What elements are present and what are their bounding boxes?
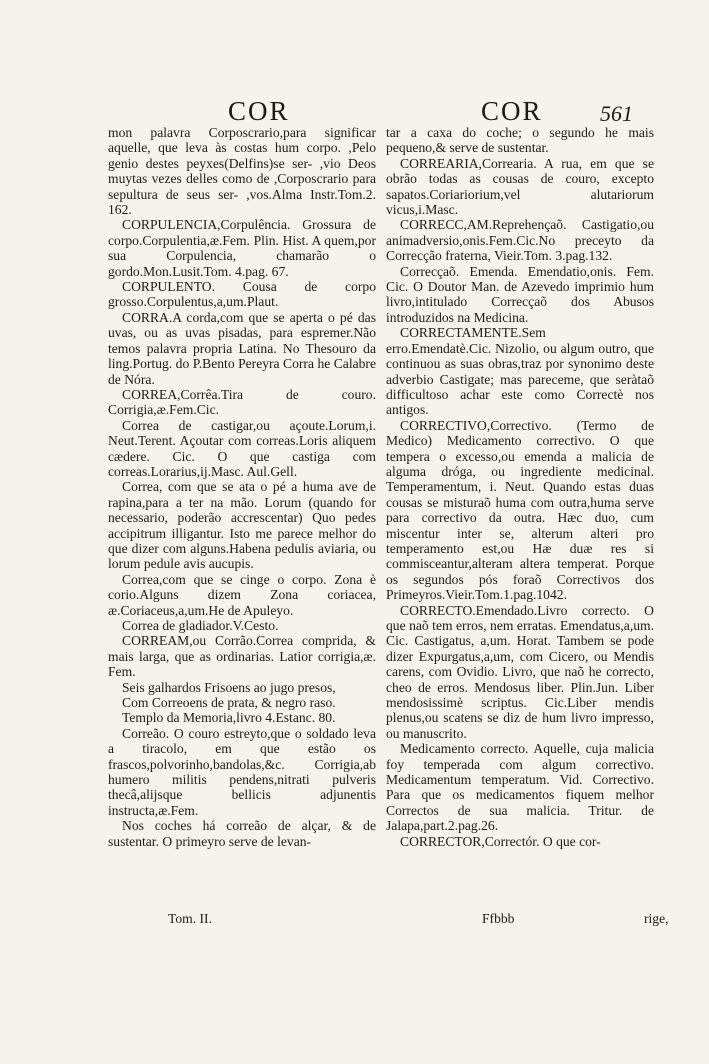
verse-line: Seis galhardos Frisoens ao jugo presos,: [122, 679, 336, 695]
volume-label: Tom. II.: [168, 911, 212, 926]
entry-paragraph: CORPULENCIA,Corpulência. Grossura de corpo.Corpulentia,æ.Fem. Plin. Hist. A quem,por sua Corpulencia, chamarão o gordo.Mon.Lusit.Tom. 4.pag. 67.: [108, 217, 376, 279]
entry-paragraph: Medicamento correcto. Aquelle, cuja malicia foy temperada com algum correctivo. Medicamentum temperatum. Vid. Correctivo. Para que os medicamentos fiquem melhor Correctos de sua malicia. Tritur. de Jalapa,part.2.pag.26.: [386, 741, 654, 834]
entry-paragraph: CORRECTIVO,Correctivo. (Termo de Medico) Medicamento correctivo. O que tempera o excesso,ou emenda a malicia de alguma dróga, ou ingrediente medicinal. Temperamentum, i. Neut. Quando estas duas cousas se misturaõ huma com outra,huma serve para correctivo da outra. Hæc duo, cum miscentur inter se, alterum alteri pro temperamento est,ou Hæ duæ res si commisceantur,alteram altera temperat. Porque os segundos pós foraõ Correctivos dos Primeyros.Vieir.Tom.1.pag.1042.: [386, 417, 654, 603]
entry-paragraph: CORREA,Corrêa.Tira de couro. Corrigia,æ.Fem.Cic.: [108, 386, 376, 418]
entry-paragraph: mon palavra Corposcrario,para significar aquelle, que leva às costas hum corpo. ,Pelo genio destes peyxes(Delfins)se ser- ,vio Deos muytas vezes delles como de ,Corposcrario para sepultura de seus ser- ,vos.Alma Instr.Tom.2. 162.: [108, 125, 376, 218]
entry-paragraph: Nos coches há correão de alçar, & de sustentar. O primeyro serve de levan-: [108, 818, 376, 849]
catchword: rige,: [644, 911, 669, 926]
entry-paragraph: Correa,com que se cinge o corpo. Zona è corio.Alguns dizem Zona coriacea, æ.Coriaceus,a,um.He de Apuleyo.: [108, 571, 376, 618]
entry-paragraph: CORRECTAMENTE.Sem erro.Emendatè.Cic. Nizolio, ou algum outro, que continuou as suas obras,traz por synonimo deste adverbio Castigate; mas pareceme, que seràtaõ difficultoso achar este como Correctè nos antigos.: [386, 325, 654, 418]
signature-mark: Ffbbb: [482, 911, 515, 926]
entry-paragraph: CORPULENTO. Cousa de corpo grosso.Corpulentus,a,um.Plaut.: [108, 279, 376, 310]
entry-paragraph: CORRECC,AM.Reprehençaõ. Castigatio,ou animadversio,onis.Fem.Cic.No preceyto da Correcção fraterna, Vieir.Tom. 3.pag.132.: [386, 217, 654, 264]
entry-paragraph: Correa de castigar,ou açoute.Lorum,i. Neut.Terent. Açoutar com correas.Loris aliquem cædere. Cic. O que castiga com correas.Lorarius,ij.Masc. Aul.Gell.: [108, 417, 376, 479]
entry-paragraph: Correa de gladiador.V.Cesto.: [122, 618, 279, 633]
page-number: 561: [600, 101, 633, 126]
verse-citation: Templo da Memoria,livro 4.Estanc. 80.: [122, 710, 336, 726]
entry-paragraph: tar a caxa do coche; o segundo he mais pequeno,& serve de sustentar.: [386, 125, 654, 156]
entry-paragraph: CORREAM,ou Corrão.Correa comprida, & mais larga, que as ordinarias. Latior corrigia,æ. Fem.: [108, 633, 376, 680]
right-column: [386, 125, 654, 849]
verse-line: Com Correoens de prata, & negro raso.: [122, 695, 336, 711]
running-head-left: COR: [228, 96, 290, 126]
entry-paragraph: CORRA.A corda,com que se aperta o pé das uvas, ou as uvas pisadas, para espremer.Não temos palavra propria Latina. No Thesouro da ling.Portug. do P.Bento Pereyra Corra he Calabre de Nóra.: [108, 309, 376, 387]
running-head-right: COR: [481, 96, 543, 126]
entry-paragraph: Correa, com que se ata o pé a huma ave de rapina,para a ter na mão. Lorum (quando for necessario, poderão accrescentar) Quo pedes accipitrum illigantur. Isto me parece melhor do que dizer com alguns.Habena pedulis aviaria, ou lorum pedule avis aucupis.: [108, 479, 376, 572]
entry-paragraph: Correão. O couro estreyto,que o soldado leva a tiracolo, em que estão os frascos,polvorinho,bandolas,&c. Corrigia,ab humero militis pendens,nitrati pulveris thecâ,alijsque bellicis adjunentis instructa,æ.Fem.: [108, 725, 376, 818]
entry-paragraph: Correcçaõ. Emenda. Emendatio,onis. Fem. Cic. O Doutor Man. de Azevedo imprimio hum livro,intitulado Correcçaõ dos Abusos introduzidos na Medicina.: [386, 263, 654, 325]
entry-paragraph: CORRECTO.Emendado.Livro correcto. O que naõ tem erros, nem erratas. Emendatus,a,um. Cic. Castigatus, a,um. Horat. Tambem se pode dizer Expurgatus,a,um, com Cicero, ou Mendis carens, com Ovidio. Livro, que naõ he correcto, cheo de erros. Mendosus liber. Plin.Jun. Liber mendosissimè scriptus. Cic.Liber mendis plenus,ou scatens se diz de hum livro impresso, ou manuscrito.: [386, 602, 654, 741]
entry-paragraph: CORREARIA,Correaria. A rua, em que se obrão todas as cousas de couro, excepto sapatos.Coriariorium,vel alutariorum vicus,i.Masc.: [386, 155, 654, 218]
left-column: [108, 125, 376, 849]
entry-paragraph: CORRECTOR,Correctór. O que cor-: [400, 833, 601, 849]
